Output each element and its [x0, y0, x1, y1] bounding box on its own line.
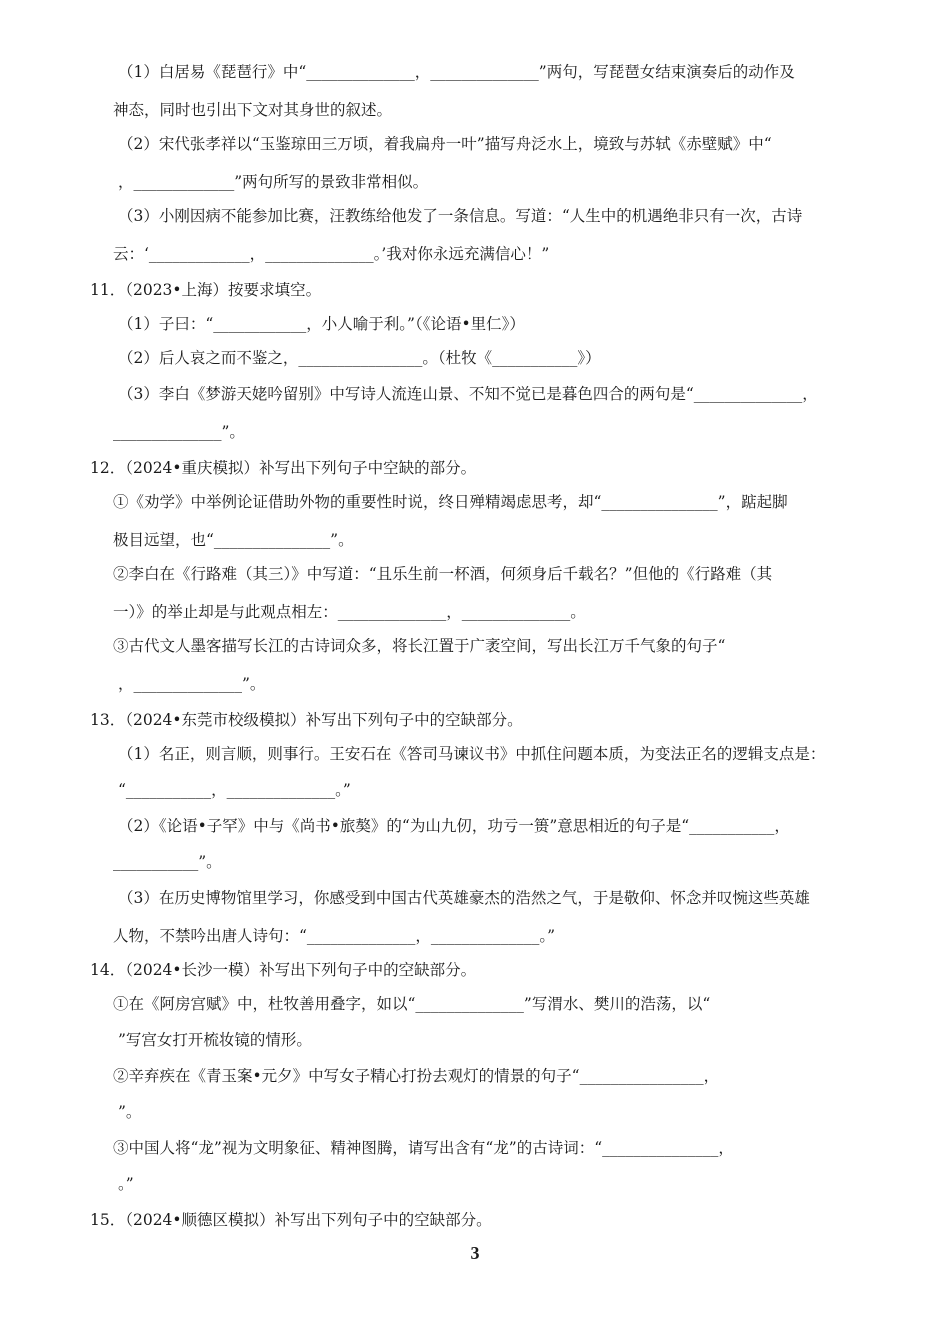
- text-line: ①在《阿房宫赋》中，杜牧善用叠字，如以“______________”写渭水、樊川的浩荡，以“: [113, 995, 711, 1013]
- text-line: ③中国人将“龙”视为文明象征、精神图腾，请写出含有“龙”的古诗词：“_______________，: [113, 1139, 734, 1157]
- text-line: 13．（2024•东莞市校级模拟）补写出下列句子中的空缺部分。: [90, 711, 523, 729]
- text-line: ”写宫女打开梳妆镜的情形。: [118, 1031, 312, 1049]
- page-number: 3: [470, 1243, 480, 1263]
- text-line: 神态，同时也引出下文对其身世的叙述。: [113, 101, 393, 119]
- text-line: （3）李白《梦游天姥吟留别》中写诗人流连山景、不知不觉已是暮色四合的两句是“______________，: [118, 385, 818, 403]
- text-line: ______________”。: [113, 423, 245, 441]
- text-line: 。”: [118, 1175, 134, 1193]
- text-line: （3）在历史博物馆里学习，你感受到中国古代英雄豪杰的浩然之气，于是敬仰、怀念并叹惋这些英雄: [118, 889, 810, 907]
- text-line: ②李白在《行路难（其三）》中写道：“且乐生前一杯酒，何须身后千载名？”但他的《行路难（其: [113, 565, 773, 583]
- text-line: ”。: [118, 1103, 142, 1121]
- text-line: 11．（2023•上海）按要求填空。: [90, 281, 322, 299]
- text-line: 14．（2024•长沙一模）补写出下列句子中的空缺部分。: [90, 961, 477, 979]
- text-line: “___________，______________。”: [118, 781, 351, 799]
- text-line: （1）名正，则言顺，则事行。王安石在《答司马谏议书》中抓住问题本质，为变法正名的逻辑支点是：: [118, 745, 826, 763]
- text-line: 云：‘_____________，______________。’我对你永远充满信心！”: [113, 245, 550, 263]
- text-line: （1）白居易《琵琶行》中“______________，______________”两句，写琵琶女结束演奏后的动作及: [118, 63, 795, 81]
- text-line: （2）《论语•子罕》中与《尚书•旅獒》的“为山九仞，功亏一篑”意思相近的句子是“___________，: [118, 817, 790, 835]
- text-line: （3）小刚因病不能参加比赛，汪教练给他发了一条信息。写道：“人生中的机遇绝非只有一次，古诗: [118, 207, 803, 225]
- text-line: ___________”。: [113, 853, 222, 871]
- text-line: ，______________”。: [118, 675, 266, 693]
- text-line: （2）宋代张孝祥以“玉鉴琼田三万顷，着我扁舟一叶”描写舟泛水上，境致与苏轼《赤壁赋》中“: [118, 135, 772, 153]
- text-line: ②辛弃疾在《青玉案•元夕》中写女子精心打扮去观灯的情景的句子“________________，: [113, 1067, 720, 1085]
- text-line: （1）子曰：“____________，小人喻于利。”（《论语•里仁》）: [118, 315, 525, 333]
- text-line: 15．（2024•顺德区模拟）补写出下列句子中的空缺部分。: [90, 1211, 492, 1229]
- text-line: ①《劝学》中举例论证借助外物的重要性时说，终日殚精竭虑思考，却“_______________”，踮起脚: [113, 493, 788, 511]
- text-line: 一）》的举止却是与此观点相左：______________，______________。: [113, 603, 586, 621]
- text-line: 12．（2024•重庆模拟）补写出下列句子中空缺的部分。: [90, 459, 477, 477]
- text-line: （2）后人哀之而不鉴之，________________。（杜牧《___________》）: [118, 349, 601, 367]
- text-line: 人物，不禁吟出唐人诗句：“______________，______________。”: [113, 927, 556, 945]
- text-line: ，_____________”两句所写的景致非常相似。: [118, 173, 429, 191]
- text-line: 极目远望，也“_______________”。: [113, 531, 354, 549]
- text-line: ③古代文人墨客描写长江的古诗词众多，将长江置于广袤空间，写出长江万千气象的句子“: [113, 637, 726, 655]
